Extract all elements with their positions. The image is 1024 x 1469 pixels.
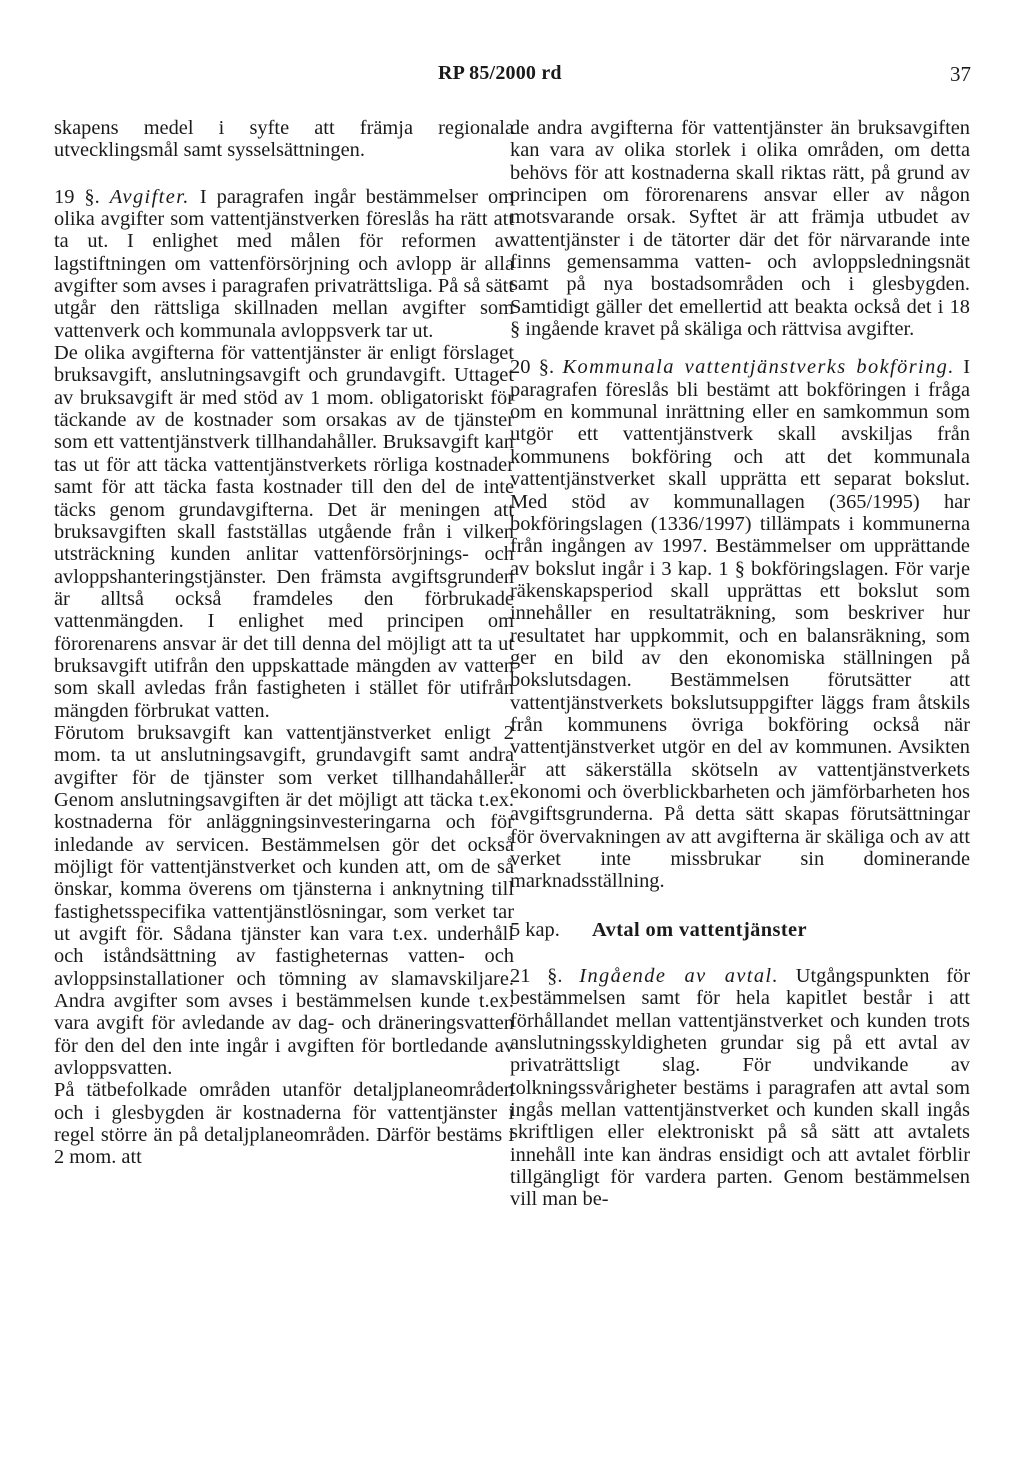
section-title: Avgifter.	[109, 185, 190, 208]
left-column	[54, 117, 514, 1169]
right-column	[510, 117, 970, 1211]
paragraph: de andra avgifterna för vattentjänster än bruksavgiften kan vara av olika storlek i olika områden, om detta behövs för att kostnaderna skall riktas rätt, på grund av principen om förorenarens ansvar eller av någon motsvarande orsak. Syftet är att främja utbudet av vattentjänster i de tätorter där det för närvarande inte finns gemensamma vatten- och avloppsledningsnät samt på nya bostadsområden och i glesbygden. Samtidigt gäller det emellertid att beakta också det i 18 § ingående kravet på skäliga och rättvisa avgifter.	[510, 117, 970, 341]
section-title: Ingående av avtal.	[579, 965, 779, 988]
section-19	[54, 186, 514, 342]
section-20	[510, 356, 970, 892]
paragraph: De olika avgifterna för vattentjänster är enligt förslaget bruksavgift, anslutningsavgift och grundavgift. Uttaget av bruksavgift är med stöd av 1 mom. obligatoriskt för täckande av de kostnader som orsakas av de tjänster som ett vattentjänstverk tillhandahåller. Bruksavgift kan tas ut för att täcka vattentjänstverkets rörliga kostnader samt för att täcka fasta kostnader till den del de inte täcks genom grundavgifterna. Det är meningen att bruksavgiften skall fastställas utgående från i vilken utsträckning kunden anlitar vattenförsörjnings- och avloppshanteringstjänster. Den främsta avgiftsgrunden är alltså också framdeles den förbrukade vattenmängden. I enlighet med principen om förorenarens ansvar är det till denna del möjligt att ta ut bruksavgift utifrån den uppskattade mängden av vatten som skall avledas från fastigheten i stället för utifrån mängden förbrukat vatten.	[54, 342, 514, 722]
paragraph: skapens medel i syfte att främja regionala utvecklingsmål samt sysselsättningen.	[54, 117, 514, 162]
page-number: 37	[950, 62, 971, 86]
section-21	[510, 965, 970, 1211]
chapter-title: Avtal om vattentjänster	[592, 918, 807, 941]
section-text: I paragrafen ingår bestämmelser om olika avgifter som vattentjänstverken föreslås ha rätt att ta ut. I enlighet med målen för reformen av lagstiftningen om vattenförsörjning och avlopp är alla avgifter som avses i paragrafen privaträttsliga. På så sätt utgår den rättsliga skillnaden mellan avgifter som vattenverk och kommunala avloppsverk tar ut.	[54, 185, 514, 342]
chapter-number: 5 kap.	[510, 918, 560, 941]
paragraph: På tätbefolkade områden utanför detaljplaneområden och i glesbygden är kostnaderna för vattentjänster i regel större än på detaljplaneområden. Därför bestäms i 2 mom. att	[54, 1079, 514, 1169]
document-title: RP 85/2000 rd	[438, 62, 562, 84]
section-number: 20 §.	[510, 356, 555, 379]
section-title: Kommunala vattentjänstverks bokföring.	[562, 356, 955, 379]
section-text: Utgångspunkten för bestämmelsen samt för hela kapitlet består i att förhållandet mellan vattentjänstverket och kunden trots anslutningsskyldigheten grundar sig på ett avtal av privaträttsligt slag. För undvikande av tolkningssvårigheter bestäms i paragrafen att avtal som ingås mellan vattentjänstverket och kunden skall ingås skriftligen eller elektroniskt på så sätt att avtalets innehåll inte kan ändras ensidigt och att avtalet förblir tillgängligt för vardera parten. Genom bestämmelsen vill man be-	[510, 965, 970, 1211]
section-number: 21 §.	[510, 965, 563, 988]
paragraph: Förutom bruksavgift kan vattentjänstverket enligt 2 mom. ta ut anslutningsavgift, grundavgift samt andra avgifter för de tjänster som verket tillhandahåller. Genom anslutningsavgiften är det möjligt att täcka t.ex. kostnaderna för anläggningsinvesteringarna och för inledande av servicen. Bestämmelsen gör det också möjligt för vattentjänstverket och kunden att, om de så önskar, komma överens om tjänsterna i anknytning till fastighetsspecifika vattentjänstlösningar, som verket tar ut avgift för. Sådana tjänster kan vara t.ex. underhåll och iståndsättning av fastigheternas vatten- och avloppsinstallationer och tömning av slamavskiljare. Andra avgifter som avses i bestämmelsen kunde t.ex. vara avgift för avledande av dag- och dräneringsvatten för den del den inte ingår i avgiften för bortledande av avloppsvatten.	[54, 721, 514, 1080]
section-text: I paragrafen föreslås bli bestämt att bokföringen i fråga om en kommunal inrättning eller en samkommun som utgör ett vattentjänstverk skall avskiljas från kommunens bokföring och att det kommunala vattentjänstverket skall upprätta ett separat bokslut. Med stöd av kommunallagen (365/1995) har bokföringslagen (1336/1997) tillämpats i kommunerna från ingången av 1997. Bestämmelser om upprättande av bokslut ingår i 3 kap. 1 § bokföringslagen. För varje räkenskapsperiod skall upprättas ett bokslut som innehåller en resultaträkning, som beskriver hur resultatet har uppkommit, och en balansräkning, som ger en bild av den ekonomiska ställningen på bokslutsdagen. Bestämmelsen förutsätter att vattentjänstverkets bokslutsuppgifter läggs fram åtskils från kommunens övriga bokföring också när vattentjänstverket utgör en del av kommunen. Avsikten är att säkerställa skötseln av vattentjänstverkets ekonomi och överblickbarheten och jämförbarheten hos avgiftsgrunderna. På detta sätt skapas förutsättningar för övervakningen av att avgifterna är skäliga och av att verket inte missbrukar sin dominerande marknadsställning.	[510, 356, 970, 893]
section-number: 19 §.	[54, 185, 100, 208]
page-header	[0, 62, 1024, 92]
chapter-heading	[510, 919, 970, 941]
